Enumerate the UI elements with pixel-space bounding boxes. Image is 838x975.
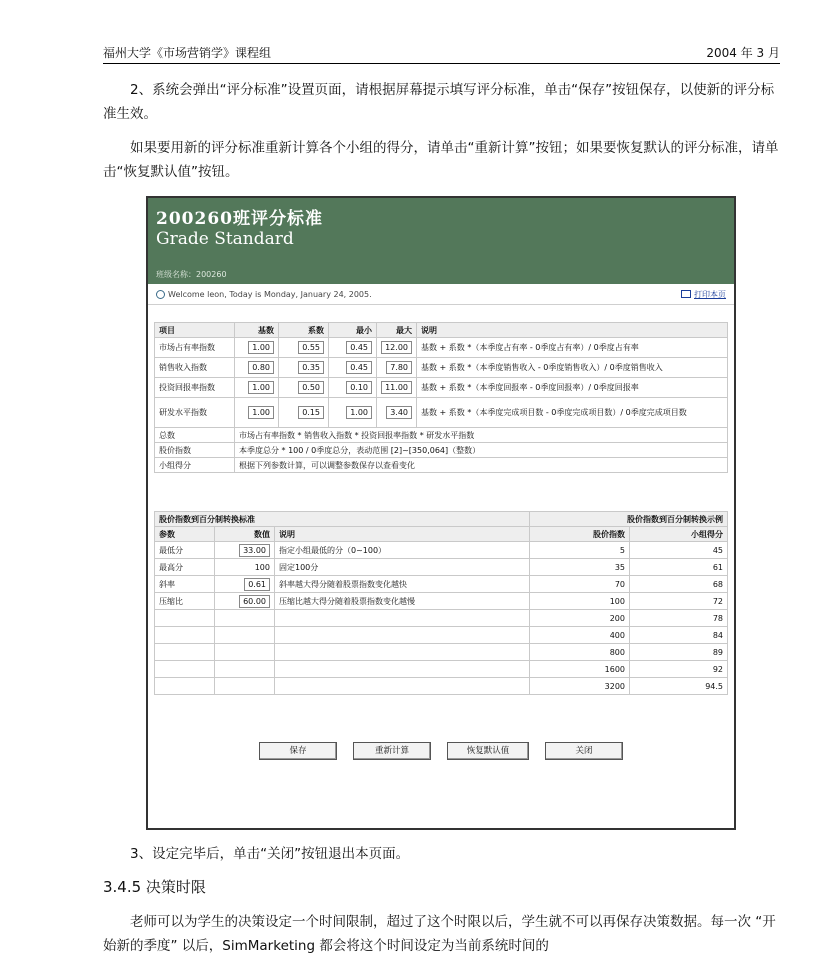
base-input[interactable]: 1.00 — [248, 406, 274, 419]
param-value: 100 — [215, 559, 275, 576]
base-input[interactable]: 1.00 — [248, 381, 274, 394]
example-index: 70 — [530, 576, 630, 593]
save-button[interactable]: 保存 — [259, 742, 337, 760]
page-header-right: 2004 年 3 月 — [706, 46, 780, 60]
param-input[interactable]: 60.00 — [239, 595, 270, 608]
col-desc: 说明 — [417, 323, 728, 338]
param-desc: 斜率越大得分随着股票指数变化越快 — [275, 576, 530, 593]
summary-item: 小组得分 — [155, 458, 235, 473]
summary-row — [155, 458, 728, 473]
recalculate-button[interactable]: 重新计算 — [353, 742, 431, 760]
conversion-row — [155, 559, 728, 576]
section-title: 3.4.5 决策时限 — [103, 878, 206, 896]
index-desc: 基数 + 系数 *（本季度完成项目数 - 0季度完成项目数）/ 0季度完成项目数 — [417, 398, 728, 428]
param-input[interactable]: 0.61 — [244, 578, 270, 591]
base-input[interactable]: 0.80 — [248, 361, 274, 374]
index-row — [155, 358, 728, 378]
example-index: 800 — [530, 644, 630, 661]
button-bar — [148, 742, 734, 760]
coef-input[interactable]: 0.35 — [298, 361, 324, 374]
index-desc: 基数 + 系数 *（本季度回报率 - 0季度回报率）/ 0季度回报率 — [417, 378, 728, 398]
min-input[interactable]: 0.45 — [346, 361, 372, 374]
window-title-cn: 200260班评分标准 — [156, 209, 323, 229]
welcome-text-wrap — [156, 290, 372, 299]
index-row — [155, 398, 728, 428]
index-row — [155, 338, 728, 358]
summary-desc: 本季度总分 * 100 / 0季度总分，表动范围 [2]~[350,064]（整数） — [235, 443, 728, 458]
summary-desc: 市场占有率指数 * 销售收入指数 * 投资回报率指数 * 研发水平指数 — [235, 428, 728, 443]
example-score: 89 — [630, 644, 728, 661]
coef-input[interactable]: 0.50 — [298, 381, 324, 394]
param-name: 最低分 — [155, 542, 215, 559]
col-param-desc: 说明 — [275, 527, 530, 542]
arrow-circle-icon — [156, 290, 165, 299]
col-base: 基数 — [235, 323, 279, 338]
example-index: 5 — [530, 542, 630, 559]
conversion-table — [154, 511, 728, 695]
close-button[interactable]: 关闭 — [545, 742, 623, 760]
grade-standard-window — [146, 196, 736, 830]
example-score: 68 — [630, 576, 728, 593]
conversion-left-title: 股价指数到百分制转换标准 — [155, 512, 530, 527]
printer-icon — [681, 290, 691, 298]
conversion-row — [155, 661, 728, 678]
summary-row — [155, 443, 728, 458]
param-desc: 固定100分 — [275, 559, 530, 576]
print-link[interactable] — [681, 289, 726, 300]
param-desc: 指定小组最低的分（0~100） — [275, 542, 530, 559]
header-rule — [103, 63, 780, 64]
index-table-header — [155, 323, 728, 338]
index-item: 销售收入指数 — [155, 358, 235, 378]
col-param: 参数 — [155, 527, 215, 542]
example-score: 45 — [630, 542, 728, 559]
max-input[interactable]: 12.00 — [381, 341, 412, 354]
window-title-en: Grade Standard — [156, 229, 294, 249]
conversion-header-row — [155, 527, 728, 542]
col-value: 数值 — [215, 527, 275, 542]
print-label: 打印本页 — [694, 289, 726, 299]
coef-input[interactable]: 0.15 — [298, 406, 324, 419]
base-input[interactable]: 1.00 — [248, 341, 274, 354]
max-input[interactable]: 7.80 — [386, 361, 412, 374]
restore-default-button[interactable]: 恢复默认值 — [447, 742, 529, 760]
col-stock-index: 股价指数 — [530, 527, 630, 542]
example-score: 92 — [630, 661, 728, 678]
conversion-row — [155, 627, 728, 644]
example-index: 200 — [530, 610, 630, 627]
conversion-right-title: 股价指数到百分制转换示例 — [530, 512, 728, 527]
col-item: 项目 — [155, 323, 235, 338]
example-index: 3200 — [530, 678, 630, 695]
param-name: 压缩比 — [155, 593, 215, 610]
col-coef: 系数 — [279, 323, 329, 338]
param-name: 最高分 — [155, 559, 215, 576]
paragraph-1: 2、系统会弹出“评分标准”设置页面，请根据屏幕提示填写评分标准，单击“保存”按钮保存，以使新的评分标准生效。 — [103, 82, 775, 122]
param-input[interactable]: 33.00 — [239, 544, 270, 557]
example-index: 35 — [530, 559, 630, 576]
index-desc: 基数 + 系数 *（本季度占有率 - 0季度占有率）/ 0季度占有率 — [417, 338, 728, 358]
max-input[interactable]: 11.00 — [381, 381, 412, 394]
welcome-text: Welcome leon, Today is Monday, January 24, 2005. — [168, 289, 372, 299]
conversion-row — [155, 610, 728, 627]
index-item: 市场占有率指数 — [155, 338, 235, 358]
example-index: 1600 — [530, 661, 630, 678]
conversion-row — [155, 576, 728, 593]
conversion-row — [155, 593, 728, 610]
summary-desc: 根据下列参数计算，可以调整参数保存以查看变化 — [235, 458, 728, 473]
class-name-label: 班级名称：200260 — [156, 270, 227, 279]
example-index: 100 — [530, 593, 630, 610]
conversion-title-row — [155, 512, 728, 527]
min-input[interactable]: 1.00 — [346, 406, 372, 419]
col-min: 最小 — [329, 323, 377, 338]
example-score: 94.5 — [630, 678, 728, 695]
summary-item: 股价指数 — [155, 443, 235, 458]
example-score: 72 — [630, 593, 728, 610]
max-input[interactable]: 3.40 — [386, 406, 412, 419]
index-desc: 基数 + 系数 *（本季度销售收入 - 0季度销售收入）/ 0季度销售收入 — [417, 358, 728, 378]
index-item: 投资回报率指数 — [155, 378, 235, 398]
window-banner — [148, 198, 734, 284]
param-desc: 压缩比越大得分随着股票指数变化越慢 — [275, 593, 530, 610]
paragraph-4: 老师可以为学生的决策设定一个时间限制，超过了这个时限以后，学生就不可以再保存决策数据。每一次 “开始新的季度” 以后，SimMarketing 都会将这个时间设定为当前系统时间的 — [103, 914, 776, 954]
paragraph-2: 如果要用新的评分标准重新计算各个小组的得分，请单击“重新计算”按钮；如果要恢复默认的评分标准，请单击“恢复默认值”按钮。 — [103, 140, 779, 180]
summary-item: 总数 — [155, 428, 235, 443]
conversion-row — [155, 678, 728, 695]
min-input[interactable]: 0.45 — [346, 341, 372, 354]
example-index: 400 — [530, 627, 630, 644]
index-item: 研发水平指数 — [155, 398, 235, 428]
min-input[interactable]: 0.10 — [346, 381, 372, 394]
index-table — [154, 322, 728, 473]
paragraph-3: 3、设定完毕后，单击“关闭”按钮退出本页面。 — [130, 846, 410, 862]
example-score: 61 — [630, 559, 728, 576]
example-score: 84 — [630, 627, 728, 644]
summary-row — [155, 428, 728, 443]
welcome-bar — [148, 284, 734, 305]
example-score: 78 — [630, 610, 728, 627]
index-row — [155, 378, 728, 398]
param-name: 斜率 — [155, 576, 215, 593]
page-header-left: 福州大学《市场营销学》课程组 — [103, 46, 272, 60]
col-max: 最大 — [377, 323, 417, 338]
conversion-row — [155, 644, 728, 661]
col-group-score: 小组得分 — [630, 527, 728, 542]
coef-input[interactable]: 0.55 — [298, 341, 324, 354]
conversion-row — [155, 542, 728, 559]
